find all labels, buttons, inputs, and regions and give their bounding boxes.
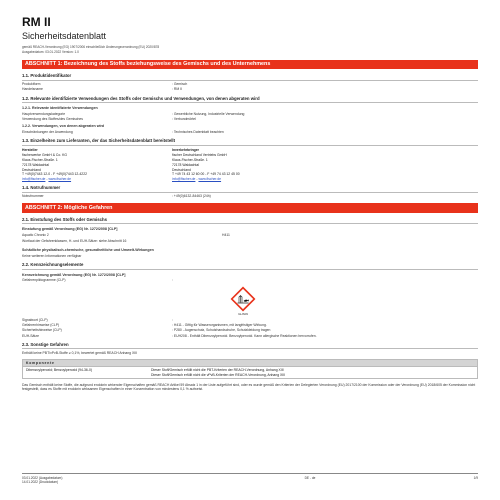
address-line: Klaus-Fischer-Straße. 1 bbox=[22, 157, 58, 162]
no-info-text: Keine weiteren Informationen verfügbar bbox=[22, 254, 82, 259]
clp-label-heading: Kennzeichnung gemäß Verordnung (EG) Nr. 1272/2008 [CLP] bbox=[22, 272, 126, 277]
wording-note: Wortlaut der Gefahrenklassen, H- und EUH-Sätze: siehe Abschnitt 16 bbox=[22, 239, 127, 244]
email-link[interactable]: info@fischer.de bbox=[172, 177, 196, 182]
heading-2-1: 2.1. Einstufung des Stoffs oder Gemischs bbox=[22, 217, 478, 224]
heading-1-4: 1.4. Notrufnummer bbox=[22, 185, 478, 192]
table-header: Komponente bbox=[23, 360, 477, 367]
value: : Verbundmörtel bbox=[172, 117, 196, 122]
pictogram-code: GHS09 bbox=[238, 311, 248, 316]
heading-2-3: 2.3. Sonstige Gefahren bbox=[22, 342, 478, 349]
email-link[interactable]: info@fischer.de bbox=[22, 177, 46, 182]
label: Signalwort (CLP) bbox=[22, 317, 48, 322]
vpvb-assessment: Dieser Stoff/Gemisch erfüllt nicht die vPvB-Kriterien der REACH-Verordnung, Anhang XIII bbox=[151, 372, 286, 377]
label: Einschränkungen der Anwendung bbox=[22, 129, 73, 134]
address-line: Deutschland bbox=[22, 167, 41, 172]
label: Gefahrenhinweise (CLP) bbox=[22, 322, 60, 327]
value: : H411 - Giftig für Wasserorganismen, mit langfristiger Wirkung. bbox=[172, 322, 267, 327]
phone-line: T +49 74 43 12 60 00 - F +49 74 43 12 45 00 bbox=[172, 172, 240, 177]
label: Gefahrenpiktogramme (CLP) bbox=[22, 278, 66, 283]
component-name: Dibenzoylperoxid; Benzoylperoxid (94-36-0) bbox=[26, 367, 92, 372]
label: Aquatic Chronic 2 bbox=[22, 233, 49, 238]
issue-date: 03.01.2022 (Ausgabedatum) bbox=[22, 476, 63, 480]
manufacturer-heading: Hersteller bbox=[22, 148, 38, 153]
ghs09-environment-icon bbox=[230, 286, 256, 312]
issue-meta: Ausgabedatum: 03.01.2022 Version: 1.0 bbox=[22, 49, 79, 54]
row-aquatic bbox=[22, 233, 478, 237]
address-line: Deutschland bbox=[172, 167, 191, 172]
address-line: 72178 Waldachtal bbox=[172, 162, 200, 167]
row-product-form bbox=[22, 82, 478, 86]
value: : Gewerbliche Nutzung, Industrielle Verwendung bbox=[172, 111, 245, 116]
distributor-heading: Inverkehrbringer bbox=[172, 148, 199, 153]
label: EUH-Sätze bbox=[22, 333, 39, 338]
value: H411 bbox=[222, 233, 230, 238]
pbt-text: Enthält keine PBT/vPvB-Stoffe ≥ 0,1%, bewertet gemäß REACH Anhang XIII bbox=[22, 351, 138, 356]
document-title: RM II bbox=[22, 15, 51, 29]
label: Hauptverwendungskategorie bbox=[22, 111, 66, 116]
row-safety bbox=[22, 328, 478, 332]
heading-2-2: 2.2. Kennzeichnungselemente bbox=[22, 262, 478, 269]
section-2-bar: ABSCHNITT 2: Mögliche Gefahren bbox=[22, 203, 478, 213]
website-link[interactable]: www.fischer.de bbox=[198, 177, 222, 182]
contact-links bbox=[22, 177, 172, 181]
value: : RM II bbox=[172, 87, 182, 92]
footer-dates bbox=[22, 476, 202, 484]
component-assessment bbox=[151, 368, 474, 377]
row-euh bbox=[22, 334, 478, 338]
row-use bbox=[22, 117, 478, 121]
page-footer bbox=[22, 473, 478, 484]
label: Verwendung des Stoffes/des Gemisches bbox=[22, 117, 84, 122]
distributor-block bbox=[172, 148, 332, 182]
label: Produktform bbox=[22, 81, 41, 86]
value: : EUH208 - Enthält Dibenzoylperoxid. Benzoylperoxid. Kann allergische Reaktionen hervorrufen. bbox=[172, 333, 317, 338]
label: Handelsname bbox=[22, 87, 43, 92]
footer-language: DE - de bbox=[304, 476, 316, 480]
row-emergency bbox=[22, 194, 478, 198]
heading-1-3: 1.3. Einzelheiten zum Lieferanten, der das Sicherheitsdatenblatt bereitstellt bbox=[22, 138, 478, 145]
value: : bbox=[172, 317, 173, 322]
pbt-assessment: Dieser Stoff/Gemisch erfüllt nicht die PBT-Kriterien der REACH-Verordnung, Anhang XIII bbox=[151, 368, 284, 373]
phone-line: T +49(0)7443 12-0 - F +49(0)7443 12-4222 bbox=[22, 172, 87, 177]
address-line: fischerwerke GmbH & Co. KG bbox=[22, 153, 68, 157]
row-main-use bbox=[22, 112, 478, 116]
heading-1-1: 1.1. Produktidentifikator bbox=[22, 73, 478, 80]
section-1-bar: ABSCHNITT 1: Bezeichnung des Stoffs beziehungsweise des Gemischs und des Unternehmens bbox=[22, 60, 478, 70]
address-line: Klaus-Fischer-Straße. 1 bbox=[172, 157, 208, 162]
component-table bbox=[22, 359, 478, 380]
label: Sicherheitshinweise (CLP) bbox=[22, 328, 62, 333]
effects-heading: Schädliche physikalisch-chemische, gesundheitliche und Umwelt-Wirkungen bbox=[22, 247, 154, 252]
row-restrictions bbox=[22, 130, 478, 134]
address-line: 72178 Waldachtal bbox=[22, 162, 50, 167]
manufacturer-block bbox=[22, 148, 172, 182]
value: : +49(0)6132-84463 (24h) bbox=[172, 194, 211, 199]
link-separator: - bbox=[45, 177, 49, 182]
page-number: 1/9 bbox=[473, 476, 478, 480]
label: Notrufnummer bbox=[22, 194, 44, 199]
row-trade-name bbox=[22, 87, 478, 91]
print-date: 14.01.2022 (Druckdatum) bbox=[22, 480, 59, 484]
value: : bbox=[172, 278, 173, 283]
supplier-details bbox=[22, 148, 478, 182]
contact-links bbox=[172, 177, 332, 181]
row-signal-word bbox=[22, 318, 478, 322]
regulation-line: gemäß REACH-Verordnung (EG) 1907/2006 einschließlich Änderungsverordnung (EU) 2020/878 bbox=[22, 45, 160, 50]
value: : Gemisch bbox=[172, 81, 188, 86]
heading-1-2: 1.2. Relevante identifizierte Verwendungen des Stoffs oder Gemischs und Verwendungen, von denen abgeraten wird bbox=[22, 96, 478, 103]
address-line: fischer Deutschland Vertriebs GmbH bbox=[172, 153, 227, 157]
value: : Technisches Datenblatt beachten bbox=[172, 129, 224, 134]
pictogram bbox=[226, 286, 260, 317]
value: : P280 - Augenschutz, Schutzhandschuhe, Schutzkleidung tragen bbox=[172, 328, 271, 333]
clp-classification-heading: Einstufung gemäß Verordnung (EG) Nr. 1272/2008 [CLP] bbox=[22, 227, 118, 232]
document-subtitle: Sicherheitsdatenblatt bbox=[22, 31, 107, 42]
row-hazard bbox=[22, 323, 478, 327]
endocrine-text: Das Gemisch enthält keine Stoffe, die aufgrund endokrin wirkender Eigenschaften gemäß REACH Artikel 59 Absatz 1 in der Liste aufgeführt sind, oder es wurde gemäß den Kriterien der Delegierten Verordnung (EU) 2017/2100 der Kommission oder der Verordnung (EU) 2018/605 der Kommission nicht festgestellt, dass es Stoffe mit endokrin wirksamen Eigenschaften in einer Konzentration von mindestens 0,1 % aufweist. bbox=[22, 383, 476, 392]
link-separator: - bbox=[195, 177, 199, 182]
website-link[interactable]: www.fischer.de bbox=[48, 177, 72, 182]
heading-1-2-2: 1.2.2. Verwendungen, von denen abgeraten wird bbox=[22, 124, 105, 129]
row-pictograms bbox=[22, 278, 478, 282]
table-row bbox=[23, 367, 477, 378]
heading-1-2-1: 1.2.1. Relevante identifizierte Verwendungen bbox=[22, 105, 98, 110]
